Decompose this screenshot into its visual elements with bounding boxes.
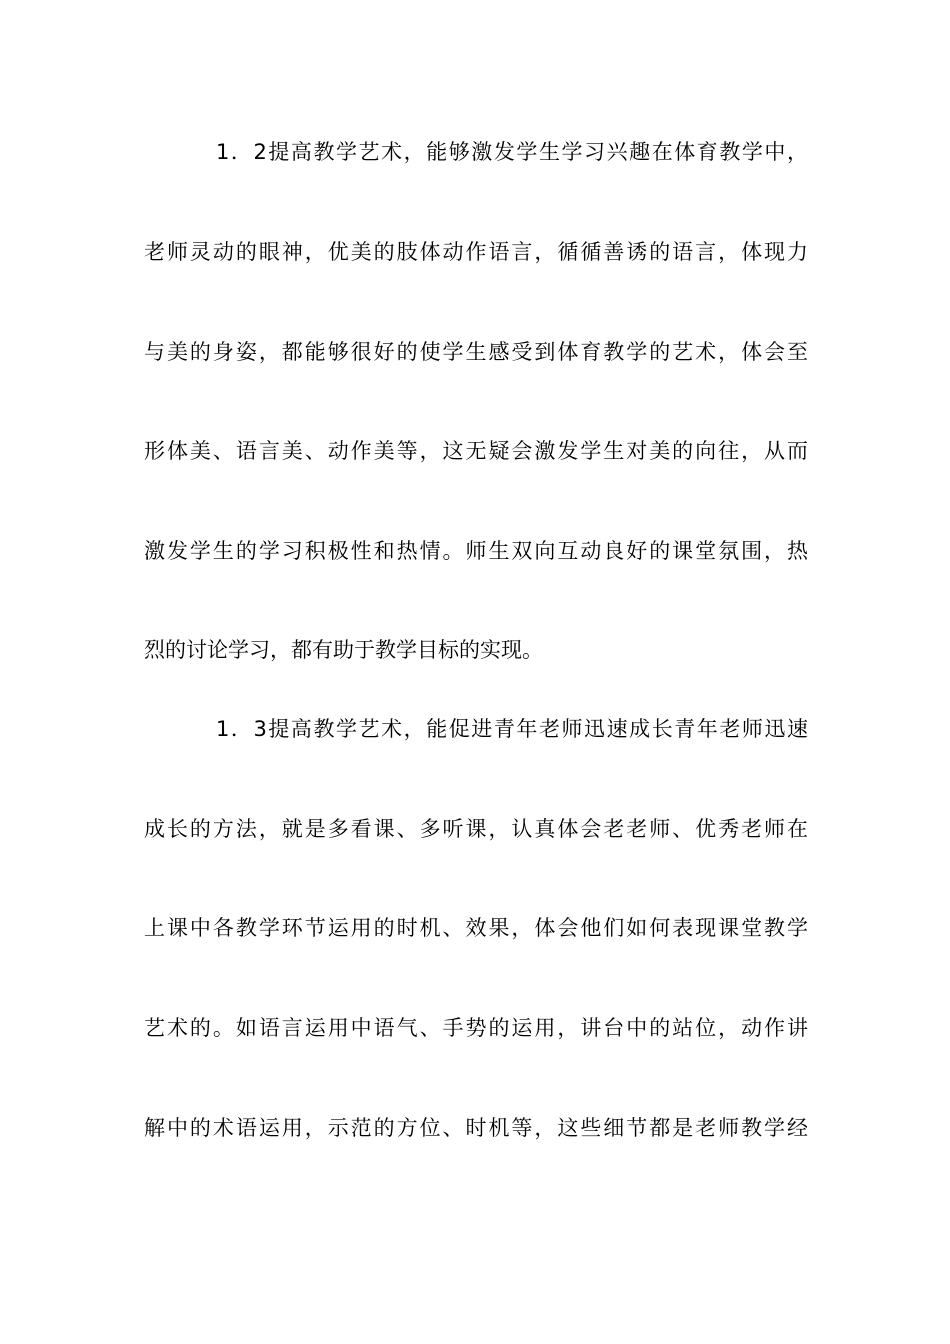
paragraph-line: 上课中各教学环节运用的时机、效果，体会他们如何表现课堂教学 (144, 916, 808, 940)
paragraph-line: 1．2提高教学艺术，能够激发学生学习兴趣在体育教学中， (216, 140, 808, 164)
paragraph-line: 解中的术语运用，示范的方位、时机等，这些细节都是老师教学经 (144, 1116, 808, 1140)
paragraph-line: 老师灵动的眼神，优美的肢体动作语言，循循善诱的语言，体现力 (144, 240, 808, 264)
paragraph-line: 艺术的。如语言运用中语气、手势的运用，讲台中的站位，动作讲 (144, 1016, 808, 1040)
paragraph-line: 烈的讨论学习，都有助于教学目标的实现。 (144, 638, 543, 662)
paragraph-line: 1．3提高教学艺术，能促进青年老师迅速成长青年老师迅速 (216, 717, 808, 741)
paragraph-line: 激发学生的学习积极性和热情。师生双向互动良好的课堂氛围，热 (144, 539, 808, 563)
paragraph-line: 与美的身姿，都能够很好的使学生感受到体育教学的艺术，体会至 (144, 340, 808, 364)
paragraph-line: 形体美、语言美、动作美等，这无疑会激发学生对美的向往，从而 (144, 439, 808, 463)
paragraph-line: 成长的方法，就是多看课、多听课，认真体会老老师、优秀老师在 (144, 817, 808, 841)
